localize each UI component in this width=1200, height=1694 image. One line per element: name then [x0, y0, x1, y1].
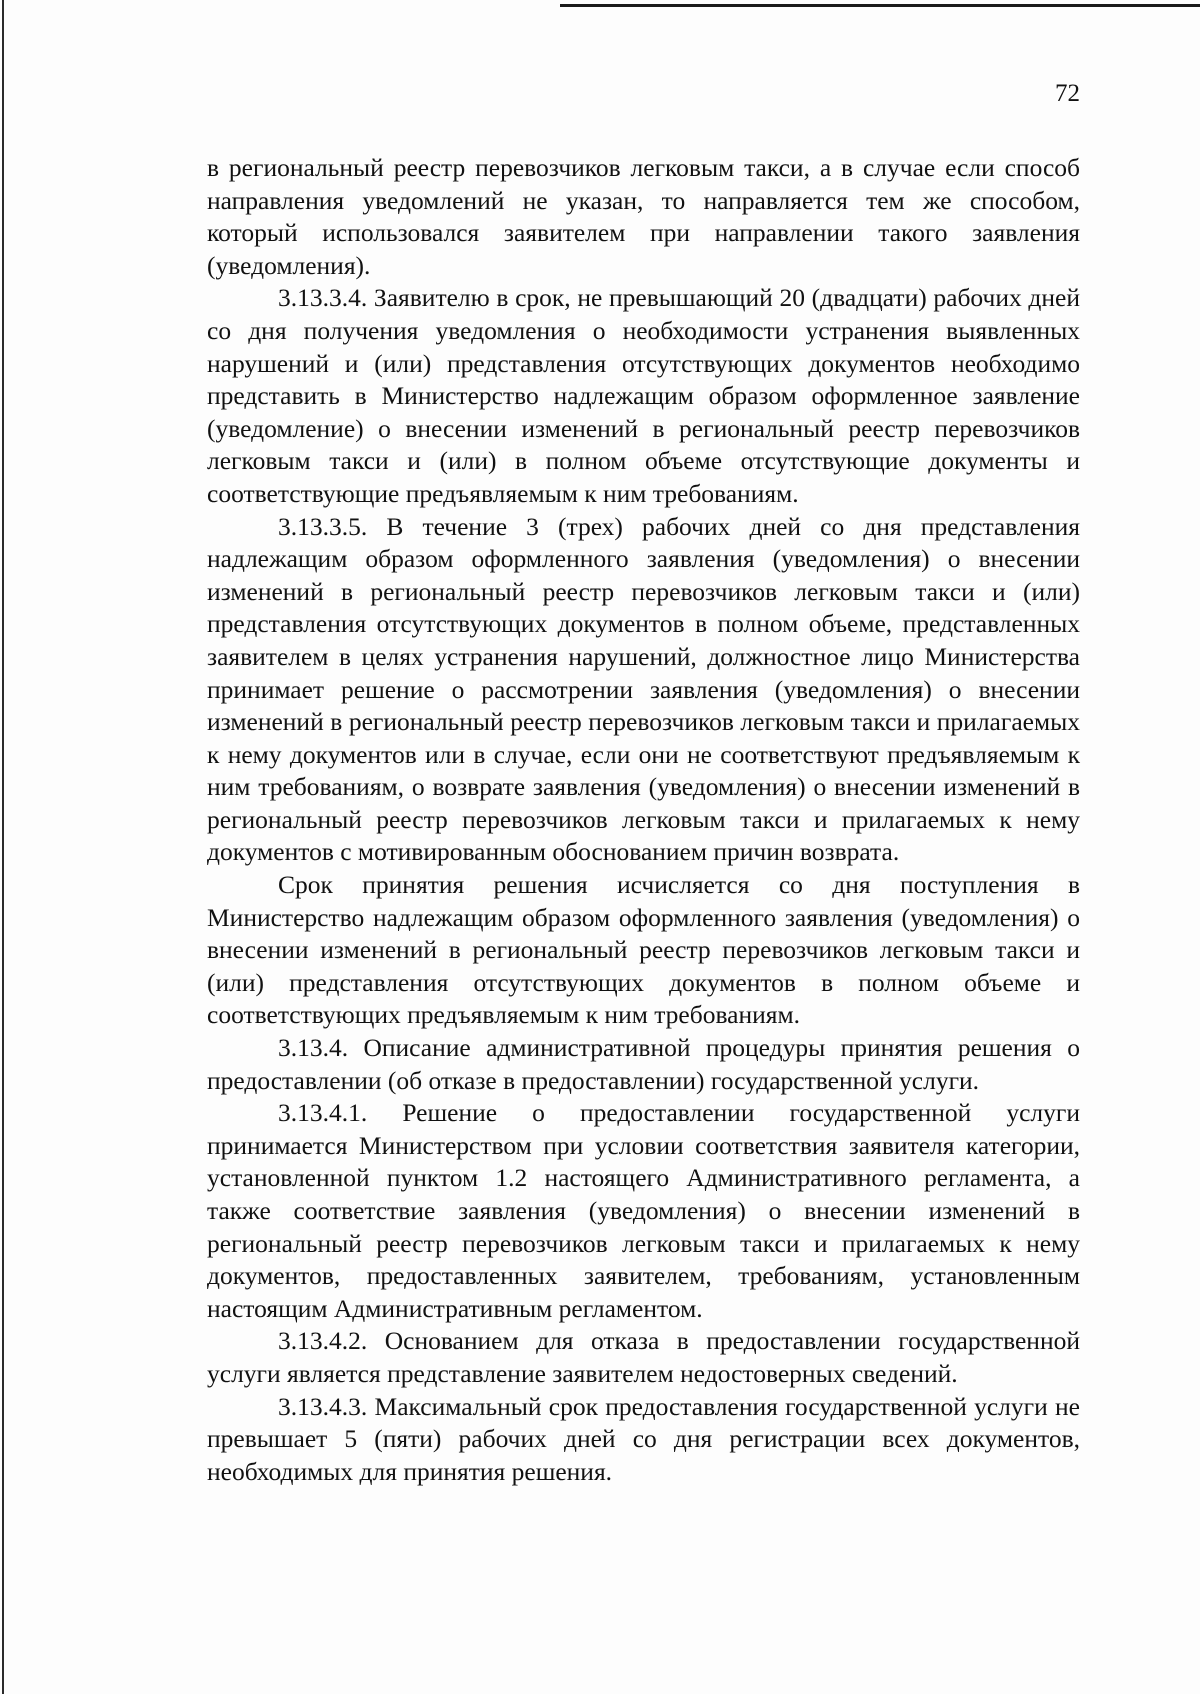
scan-edge-left	[2, 0, 4, 1694]
paragraph-decision-term: Срок принятия решения исчисляется со дня поступления в Министерство надлежащим образом оформленного заявления (уведомления) о внесении изменений в региональный реестр перевозчиков легковым такси и (или) представления отсутствующих документов в полном объеме и соответствующих предъявляемым к ним требованиям.	[207, 870, 1080, 1030]
paragraph-3-13-4-1: 3.13.4.1. Решение о предоставлении государственной услуги принимается Министерством при условии соответствия заявителя категории, установленной пунктом 1.2 настоящего Административного регламента, а также соответствие заявления (уведомления) о внесении изменений в региональный реестр перевозчиков легковым такси и прилагаемых к нему документов, предоставленных заявителем, требованиям, установленным настоящим Административным регламентом.	[207, 1098, 1080, 1323]
paragraph-continuation: в региональный реестр перевозчиков легковым такси, а в случае если способ направления уведомлений не указан, то направляется тем же способом, который использовался заявителем при направлении такого заявления (уведомления).	[207, 153, 1080, 280]
paragraph-3-13-3-4: 3.13.3.4. Заявителю в срок, не превышающий 20 (двадцати) рабочих дней со дня получения уведомления о необходимости устранения выявленных нарушений и (или) представления отсутствующих документов необходимо представить в Министерство надлежащим образом оформленное заявление (уведомление) о внесении изменений в региональный реестр перевозчиков легковым такси и (или) в полном объеме отсутствующие документы и соответствующие предъявляемым к ним требованиям.	[207, 283, 1080, 508]
paragraph-3-13-4-3: 3.13.4.3. Максимальный срок предоставления государственной услуги не превышает 5 (пяти) рабочих дней со дня регистрации всех документов, необходимых для принятия решения.	[207, 1391, 1080, 1486]
paragraph-3-13-4-2: 3.13.4.2. Основанием для отказа в предоставлении государственной услуги является представление заявителем недостоверных сведений.	[207, 1326, 1080, 1388]
scan-edge-top	[560, 4, 1200, 7]
document-body	[207, 152, 1080, 1488]
page-number: 72	[1055, 80, 1080, 107]
paragraph-3-13-3-5: 3.13.3.5. В течение 3 (трех) рабочих дней со дня представления надлежащим образом оформленного заявления (уведомления) о внесении изменений в региональный реестр перевозчиков легковым такси и (или) представления отсутствующих документов в полном объеме, представленных заявителем в целях устранения нарушений, должностное лицо Министерства принимает решение о рассмотрении заявления (уведомления) о внесении изменений в региональный реестр перевозчиков легковым такси и прилагаемых к нему документов или в случае, если они не соответствуют предъявляемым к ним требованиям, о возврате заявления (уведомления) о внесении изменений в региональный реестр перевозчиков легковым такси и прилагаемых к нему документов с мотивированным обоснованием причин возврата.	[207, 511, 1080, 867]
paragraph-3-13-4: 3.13.4. Описание административной процедуры принятия решения о предоставлении (об отказе в предоставлении) государственной услуги.	[207, 1033, 1080, 1095]
